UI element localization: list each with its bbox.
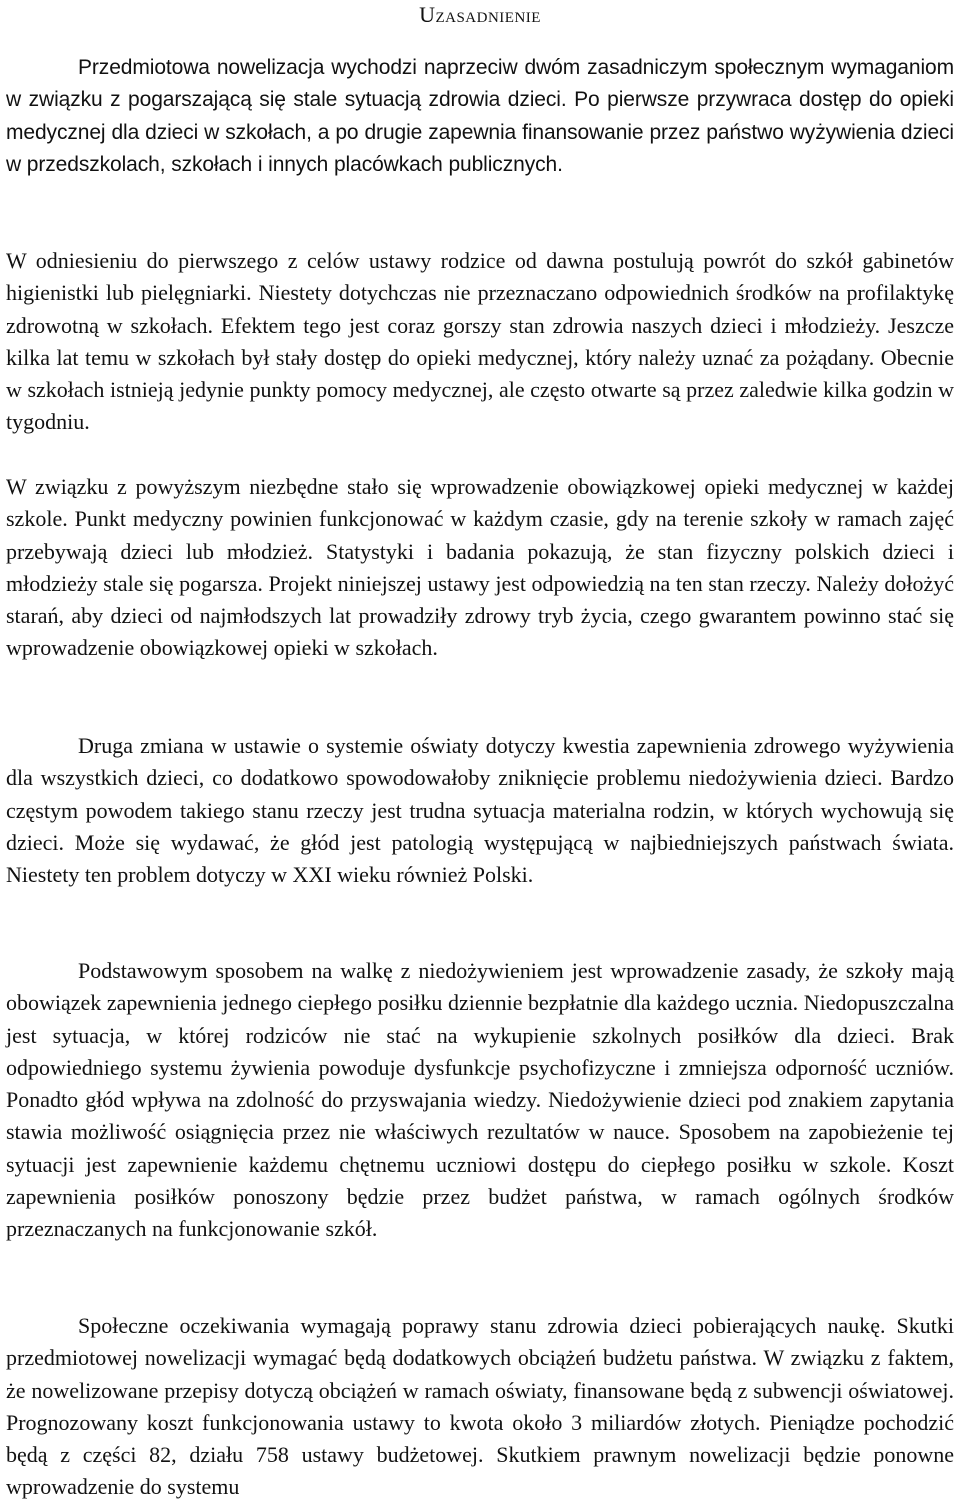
document-title: Uzasadnienie bbox=[419, 2, 541, 27]
paragraph-budget-costs: Społeczne oczekiwania wymagają poprawy stanu zdrowia dzieci pobierających naukę. Skutki przedmiotowej nowelizacji wymagać będą dodatkowych obciążeń budżetu państwa. W związku z faktem, że nowelizowane przepisy dotyczą obciążeń w ramach oświaty, finansowane będą z subwencji oświatowej. Prognozowany koszt funkcjonowania ustawy to kwota około 3 miliardów złotych. Pieniądze pochodzić będą z części 82, działu 758 ustawy budżetowej. Skutkiem prawnym nowelizacji będzie ponowne wprowadzenie do systemu bbox=[6, 1313, 954, 1500]
paragraph-medical-care-goal: W odniesieniu do pierwszego z celów ustawy rodzice od dawna postulują powrót do szkół gabinetów higienistki lub pielęgniarki. Niestety dotychczas nie przeznaczano odpowiednich środków na profilaktykę zdrowotną w szkołach. Efektem tego jest coraz gorszy stan zdrowia naszych dzieci i młodzieży. Jeszcze kilka lat temu w szkołach był stały dostęp do opieki medycznej, który należy uznać za pożądany. Obecnie w szkołach istnieją jedynie punkty pomocy medycznej, ale często otwarte są przez zaledwie kilka godzin w tygodniu. bbox=[6, 248, 954, 435]
paragraph-mandatory-medical-care: W związku z powyższym niezbędne stało się wprowadzenie obowiązkowej opieki medycznej w każdej szkole. Punkt medyczny powinien funkcjonować w każdym czasie, gdy na terenie szkoły w ramach zajęć przebywają dzieci lub młodzież. Statystyki i badania pokazują, że stan fizyczny polskich dzieci i młodzieży stale się pogarsza. Projekt niniejszej ustawy jest odpowiedzią na ten stan rzeczy. Należy dołożyć starań, aby dzieci od najmłodszych lat prowadziły zdrowy tryb życia, czego gwarantem powinno stać się wprowadzenie obowiązkowej opieki w szkołach. bbox=[6, 474, 954, 661]
paragraph-nutrition-change: Druga zmiana w ustawie o systemie oświaty dotyczy kwestia zapewnienia zdrowego wyżywienia dla wszystkich dzieci, co dodatkowo spowodowałoby zniknięcie problemu niedożywienia dzieci. Bardzo częstym powodem takiego stanu rzeczy jest trudna sytuacja materialna rodzin, w których wychowują się dzieci. Może się wydawać, że głód jest patologią występującą w najbiedniejszych państwach świata. Niestety ten problem dotyczy w XXI wieku również Polski. bbox=[6, 733, 954, 888]
paragraph-free-meals: Podstawowym sposobem na walkę z niedożywieniem jest wprowadzenie zasady, że szkoły mają obowiązek zapewnienia jednego ciepłego posiłku dziennie bezpłatnie dla każdego ucznia. Niedopuszczalna jest sytuacja, w której rodziców nie stać na wykupienie szkolnych posiłków dla dzieci. Brak odpowiedniego systemu żywienia powoduje dysfunkcje psychofizyczne i zmniejsza odporność uczniów. Ponadto głód wpływa na zdolność do przyswajania wiedzy. Niedożywienie dzieci pod znakiem zapytania stawia możliwość osiągnięcia przez nie właściwych rezultatów w nauce. Sposobem na zapobieżenie tej sytuacji jest zapewnienie każdemu chętnemu uczniowi dostępu do ciepłego posiłku w szkole. Koszt zapewnienia posiłków ponoszony będzie przez budżet państwa, w ramach ogólnych środków przeznaczanych na funkcjonowanie szkół. bbox=[6, 958, 954, 1242]
paragraph-intro: Przedmiotowa nowelizacja wychodzi naprzeciw dwóm zasadniczym społecznym wymaganiom w związku z pogarszającą się stale sytuacją zdrowia dzieci. Po pierwsze przywraca dostęp do opieki medycznej dla dzieci w szkołach, a po drugie zapewnia finansowanie przez państwo wyżywienia dzieci w przedszkolach, szkołach i innych placówkach publicznych. bbox=[6, 56, 954, 176]
